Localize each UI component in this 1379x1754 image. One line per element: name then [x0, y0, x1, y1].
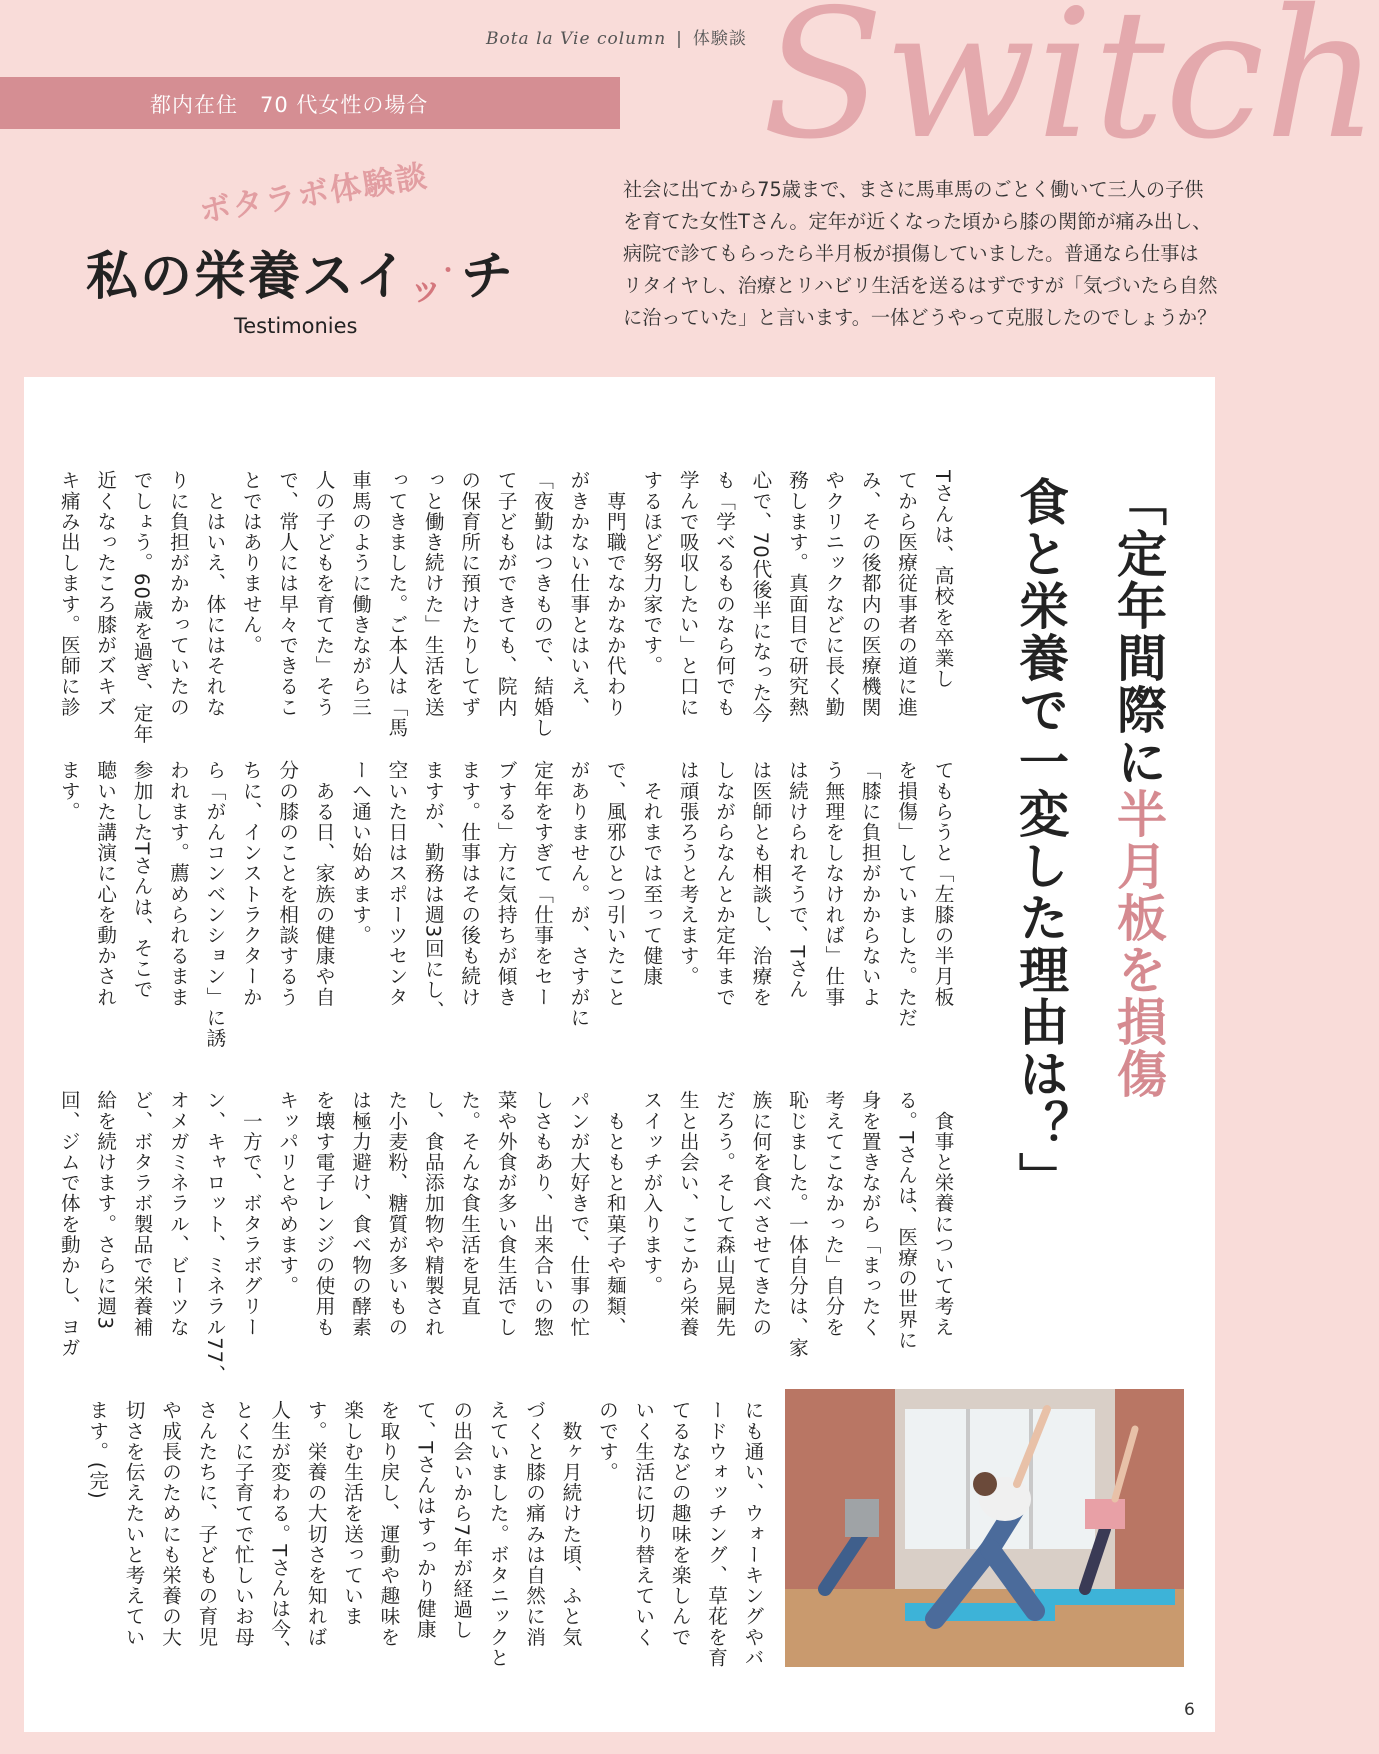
article-line: を損傷」していました。ただ — [894, 760, 918, 1028]
article-line: とくに子育てで忙しいお母 — [231, 1400, 255, 1648]
article-block-1 — [57, 470, 960, 745]
article-line: 数ヶ月続けた頃、ふと気 — [558, 1400, 582, 1648]
article-line: で、風邪ひとつ引いたこと — [603, 760, 627, 1008]
article-line: ます。仕事はその後も続け — [457, 760, 481, 1008]
subtitle: Testimonies — [234, 314, 358, 338]
article-line: 一方で、ボタラボグリー — [239, 1090, 263, 1338]
article-line: てもらうと「左膝の半月板 — [931, 760, 954, 1008]
header-separator: | — [676, 29, 683, 49]
article-line: とはいえ、体にはそれな — [202, 470, 226, 718]
article-line: とではありません。 — [239, 470, 263, 656]
article-line: は続けられそうで、Tさん — [785, 760, 809, 1000]
article-line: ードウォッチング、草花を育 — [704, 1400, 728, 1668]
headline-line1-text: 「定年間際に — [1109, 476, 1167, 788]
column-header — [486, 24, 786, 49]
article-line: ブする」方に気持ちが傾き — [494, 760, 518, 1008]
article-line: りに負担がかかっていたの — [166, 470, 190, 718]
article-line: み、その後都内の医療機関 — [858, 470, 882, 718]
article-line: のです。 — [595, 1400, 619, 1483]
article-line: するほど努力家です。 — [639, 470, 663, 676]
title-part2: チ — [460, 247, 515, 307]
article-line: いく生活に切り替えていく — [631, 1400, 655, 1648]
article-line: た。そんな食生活を見直 — [457, 1090, 481, 1317]
article-line: を取り戻し、運動や趣味を — [376, 1400, 400, 1648]
article-line: やクリニックなどに長く勤 — [821, 470, 845, 718]
article-line: オメガミネラル、ビーツな — [166, 1090, 190, 1338]
article-line: 学んで吸収したい」と口に — [676, 470, 700, 718]
lead-line: 社会に出てから75歳まで、まさに馬車馬のごとく働いて三人の子供 — [623, 178, 1204, 201]
article-line: 生と出会い、ここから栄養 — [676, 1090, 700, 1338]
headline-line1-highlight: 半月板を損傷 — [1109, 788, 1167, 1100]
lead-line: に治っていた」と言います。一体どうやって克服したのでしょうか？ — [623, 306, 1217, 329]
article-block-2 — [57, 760, 960, 1049]
article-line: 「膝に負担がかからないよ — [858, 760, 882, 1008]
article-line: 菜や外食が多い食生活でし — [494, 1090, 518, 1338]
article-line: る。Tさんは、医療の世界に — [894, 1090, 918, 1351]
article-line: 人の子どもを育てた」そう — [312, 470, 336, 718]
article-line: キ痛み出します。医師に診 — [57, 470, 81, 718]
page-title — [86, 234, 515, 309]
article-line: てから医療従事者の道に進 — [894, 470, 918, 718]
article-line: の保育所に預けたりしてず — [457, 470, 481, 718]
article-line: 楽しむ生活を送っていま — [340, 1400, 364, 1627]
article-line: パンが大好きで、仕事の忙 — [566, 1090, 590, 1338]
article-line: す。栄養の大切さを知れば — [304, 1400, 328, 1648]
article-line: う無理をしなければ」仕事 — [821, 760, 845, 1008]
article-line: Tさんは、高校を卒業し — [931, 470, 954, 689]
article-line: 給を続けます。さらに週3 — [93, 1090, 117, 1331]
title-dot: ・ — [436, 259, 461, 284]
article-line: し、食品添加物や精製され — [421, 1090, 445, 1338]
article-line: ら「がんコンベンション」に誘 — [202, 760, 226, 1049]
article-line: 聴いた講演に心を動かされ — [93, 760, 117, 1008]
article-line: ちに、インストラクターか — [239, 760, 263, 1008]
article-line: は極力避け、食べ物の酵素 — [348, 1090, 372, 1338]
page-number: 6 — [1184, 1700, 1195, 1720]
lead-line: リタイヤし、治療とリハビリ生活を送るはずですが「気づいたら自然 — [623, 274, 1218, 297]
article-line: を壊す電子レンジの使用も — [312, 1090, 336, 1338]
article-line: 人生が変わる。Tさんは今、 — [267, 1400, 291, 1661]
article-line: 専門職でなかなか代わり — [603, 470, 627, 718]
article-line: は医師とも相談し、治療を — [748, 760, 772, 1008]
article-line: や成長のためにも栄養の大 — [158, 1400, 182, 1648]
article-line: 切さを伝えたいと考えてい — [122, 1400, 146, 1648]
article-line: て子どもができても、院内 — [494, 470, 518, 718]
article-line: がありません。が、さすがに — [566, 760, 590, 1028]
article-line: ますが、勤務は週3回にし、 — [421, 760, 445, 1021]
lead-line: 病院で診てもらったら半月板が損傷していました。普通なら仕事は — [623, 242, 1199, 265]
series-name: Bota la Vie column — [486, 29, 667, 49]
article-line: 身を置きながら「まったく — [858, 1090, 882, 1338]
article-line: は頑張ろうと考えます。 — [676, 760, 700, 987]
article-line: 恥じました。一体自分は、家 — [785, 1090, 809, 1358]
article-line: 務します。真面目で研究熱 — [785, 470, 809, 718]
article-line: 空いた日はスポーツセンタ — [384, 760, 408, 1008]
article-line: われます。薦められるまま — [166, 760, 190, 1008]
kicker-label: ボタラボ体験談 — [197, 158, 431, 230]
article-line: でしょう。60歳を過ぎ、定年 — [130, 470, 154, 745]
article-line: 族に何を食べさせてきたの — [748, 1090, 772, 1338]
article-line: しながらなんとか定年まで — [712, 760, 736, 1008]
article-block-4 — [80, 1400, 770, 1668]
article-line: ます。 — [57, 760, 81, 822]
lead-line: を育てた女性Tさん。定年が近くなった頃から膝の関節が痛み出し、 — [623, 210, 1212, 233]
article-line: ある日、家族の健康や自 — [312, 760, 336, 1008]
article-line: もともと和菓子や麺類、 — [603, 1090, 627, 1338]
title-part1: 私の栄養スイ — [86, 247, 409, 307]
decorative-switch-script: Switch — [762, 0, 1379, 178]
article-line: 回、ジムで体を動かし、ヨガ — [57, 1090, 81, 1358]
article-line: しさもあり、出来合いの惣 — [530, 1090, 554, 1338]
article-line: 車馬のように働きながら三 — [348, 470, 372, 718]
article-line: それまでは至って健康 — [639, 760, 663, 987]
article-block-3 — [57, 1090, 960, 1385]
article-line: ってきました。ご本人は「馬 — [384, 470, 408, 738]
article-line: さんたちに、子どもの育児 — [194, 1400, 218, 1648]
article-line: 参加したTさんは、そこで — [130, 760, 154, 1000]
article-line: 近くなったころ膝がズキズ — [93, 470, 117, 718]
article-line: ます。(完) — [85, 1400, 109, 1500]
article-line: 食事と栄養について考え — [931, 1090, 954, 1338]
article-line: にも通い、ウォーキングやバ — [741, 1400, 764, 1668]
article-line: 心で、70代後半になった今 — [748, 470, 772, 724]
article-line: も「学べるものなら何でも — [712, 470, 736, 718]
article-line: てるなどの趣味を楽しんで — [668, 1400, 692, 1648]
article-line: ン、キャロット、ミネラル77、 — [202, 1090, 226, 1385]
article-line: 分の膝のことを相談するう — [275, 760, 299, 1008]
location-band — [0, 77, 620, 129]
article-line: キッパリとやめます。 — [275, 1090, 299, 1296]
article-line: っと働き続けた」生活を送 — [421, 470, 445, 718]
title-small-tsu: ッ — [408, 269, 445, 309]
yoga-class-photo — [785, 1389, 1184, 1667]
headline-line1 — [1102, 476, 1174, 1100]
article-line: ーへ通い始めます。 — [348, 760, 372, 946]
location-band-label: 都内在住 70 代女性の場合 — [150, 93, 429, 117]
article-line: えていました。ボタニックと — [486, 1400, 510, 1668]
lead-paragraph — [623, 174, 1223, 334]
article-line: づくと膝の痛みは自然に消 — [522, 1400, 546, 1648]
category-label: 体験談 — [692, 29, 747, 49]
article-line: た小麦粉、糖質が多いもの — [384, 1090, 408, 1338]
article-line: スイッチが入ります。 — [639, 1090, 663, 1296]
article-line: 「夜勤はつきもので、結婚し — [530, 470, 554, 738]
article-line: だろう。そして森山晃嗣先 — [712, 1090, 736, 1338]
article-line: で、常人には早々できるこ — [275, 470, 299, 718]
article-line: 定年をすぎて「仕事をセー — [530, 760, 554, 1008]
article-line: ど、ボタラボ製品で栄養補 — [130, 1090, 154, 1338]
article-line: の出会いから7年が経過し — [449, 1400, 473, 1641]
article-line: 考えてこなかった」自分を — [821, 1090, 845, 1338]
article-line: がきかない仕事とはいえ、 — [566, 470, 590, 718]
article-line: て、Tさんはすっかり健康 — [413, 1400, 437, 1640]
headline-line2: 食と栄養で一変した理由は？」 — [1011, 476, 1069, 1204]
